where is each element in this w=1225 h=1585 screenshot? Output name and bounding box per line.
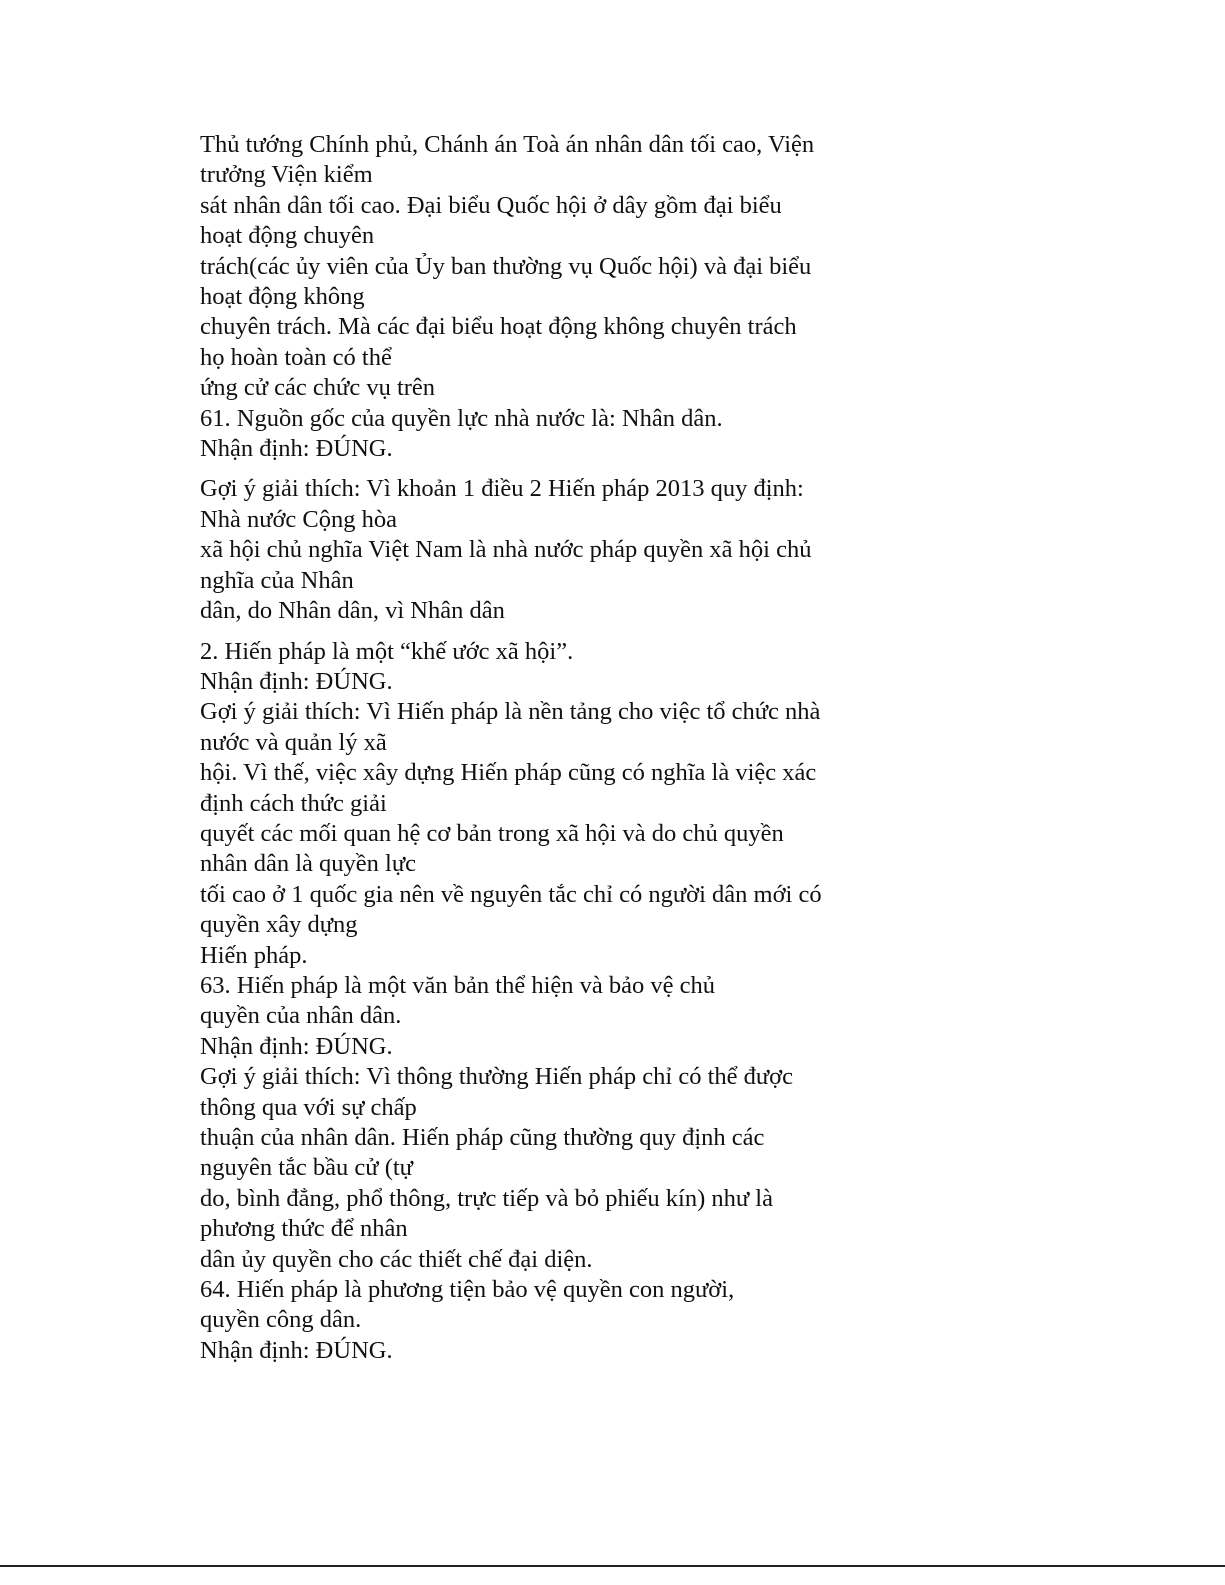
text-line: ứng cử các chức vụ trên bbox=[200, 374, 436, 402]
text-line: thuận của nhân dân. Hiến pháp cũng thường quy định các bbox=[200, 1124, 765, 1151]
text-line: nghĩa của Nhân bbox=[200, 566, 354, 594]
text-block-2 bbox=[200, 474, 890, 626]
text-line: phương thức để nhân bbox=[200, 1215, 408, 1243]
text-block-3 bbox=[200, 637, 890, 1367]
text-line: định cách thức giải bbox=[200, 789, 387, 817]
text-line: chuyên trách. Mà các đại biểu hoạt động không chuyên trách bbox=[200, 313, 797, 341]
document-body bbox=[200, 130, 890, 1366]
text-line: xã hội chủ nghĩa Việt Nam là nhà nước pháp quyền xã hội chủ bbox=[200, 536, 812, 564]
text-line: trưởng Viện kiểm bbox=[200, 161, 373, 189]
text-line: nhân dân là quyền lực bbox=[200, 850, 417, 878]
question-62: 2. Hiến pháp là một “khế ước xã hội”. bbox=[200, 637, 574, 665]
text-line: quyết các mối quan hệ cơ bản trong xã hội và do chủ quyền bbox=[200, 819, 784, 847]
explanation-61: Gợi ý giải thích: Vì khoản 1 điều 2 Hiến pháp 2013 quy định: bbox=[200, 475, 804, 503]
question-63: 63. Hiến pháp là một văn bản thể hiện và bảo vệ chủ bbox=[200, 971, 716, 999]
text-line: họ hoàn toàn có thể bbox=[200, 343, 392, 371]
explanation-62: Gợi ý giải thích: Vì Hiến pháp là nền tảng cho việc tổ chức nhà bbox=[200, 698, 821, 726]
text-line: dân ủy quyền cho các thiết chế đại diện. bbox=[200, 1245, 593, 1273]
verdict-63: Nhận định: ĐÚNG. bbox=[200, 1032, 393, 1060]
question-61: 61. Nguồn gốc của quyền lực nhà nước là: Nhân dân. bbox=[200, 404, 723, 432]
text-line: thông qua với sự chấp bbox=[200, 1093, 417, 1121]
text-line: nước và quản lý xã bbox=[200, 728, 387, 756]
text-line: quyền xây dựng bbox=[200, 911, 358, 939]
text-line: tối cao ở 1 quốc gia nên về nguyên tắc chỉ có người dân mới có bbox=[200, 880, 822, 908]
text-line: quyền công dân. bbox=[200, 1306, 362, 1334]
text-line: nguyên tắc bầu cử (tự bbox=[200, 1154, 413, 1182]
text-line: hội. Vì thế, việc xây dựng Hiến pháp cũng có nghĩa là việc xác bbox=[200, 759, 817, 787]
verdict-64: Nhận định: ĐÚNG. bbox=[200, 1336, 393, 1364]
text-block-1 bbox=[200, 130, 890, 464]
verdict-61: Nhận định: ĐÚNG. bbox=[200, 435, 393, 463]
explanation-63: Gợi ý giải thích: Vì thông thường Hiến pháp chỉ có thể được bbox=[200, 1063, 793, 1091]
verdict-62: Nhận định: ĐÚNG. bbox=[200, 667, 393, 695]
text-line: do, bình đẳng, phổ thông, trực tiếp và bỏ phiếu kín) như là bbox=[200, 1184, 773, 1212]
text-line: dân, do Nhân dân, vì Nhân dân bbox=[200, 597, 505, 625]
text-line: Nhà nước Cộng hòa bbox=[200, 505, 398, 533]
text-line: quyền của nhân dân. bbox=[200, 1002, 402, 1030]
text-line: Thủ tướng Chính phủ, Chánh án Toà án nhân dân tối cao, Viện bbox=[200, 131, 815, 158]
page-bottom-rule bbox=[0, 1565, 1225, 1567]
text-line: sát nhân dân tối cao. Đại biểu Quốc hội ở dây gồm đại biểu bbox=[200, 191, 782, 219]
text-line: hoạt động không bbox=[200, 283, 365, 311]
text-line: hoạt động chuyên bbox=[200, 222, 375, 250]
text-line: Hiến pháp. bbox=[200, 941, 308, 969]
text-line: trách(các ủy viên của Ủy ban thường vụ Quốc hội) và đại biểu bbox=[200, 252, 812, 280]
question-64: 64. Hiến pháp là phương tiện bảo vệ quyền con người, bbox=[200, 1276, 735, 1304]
